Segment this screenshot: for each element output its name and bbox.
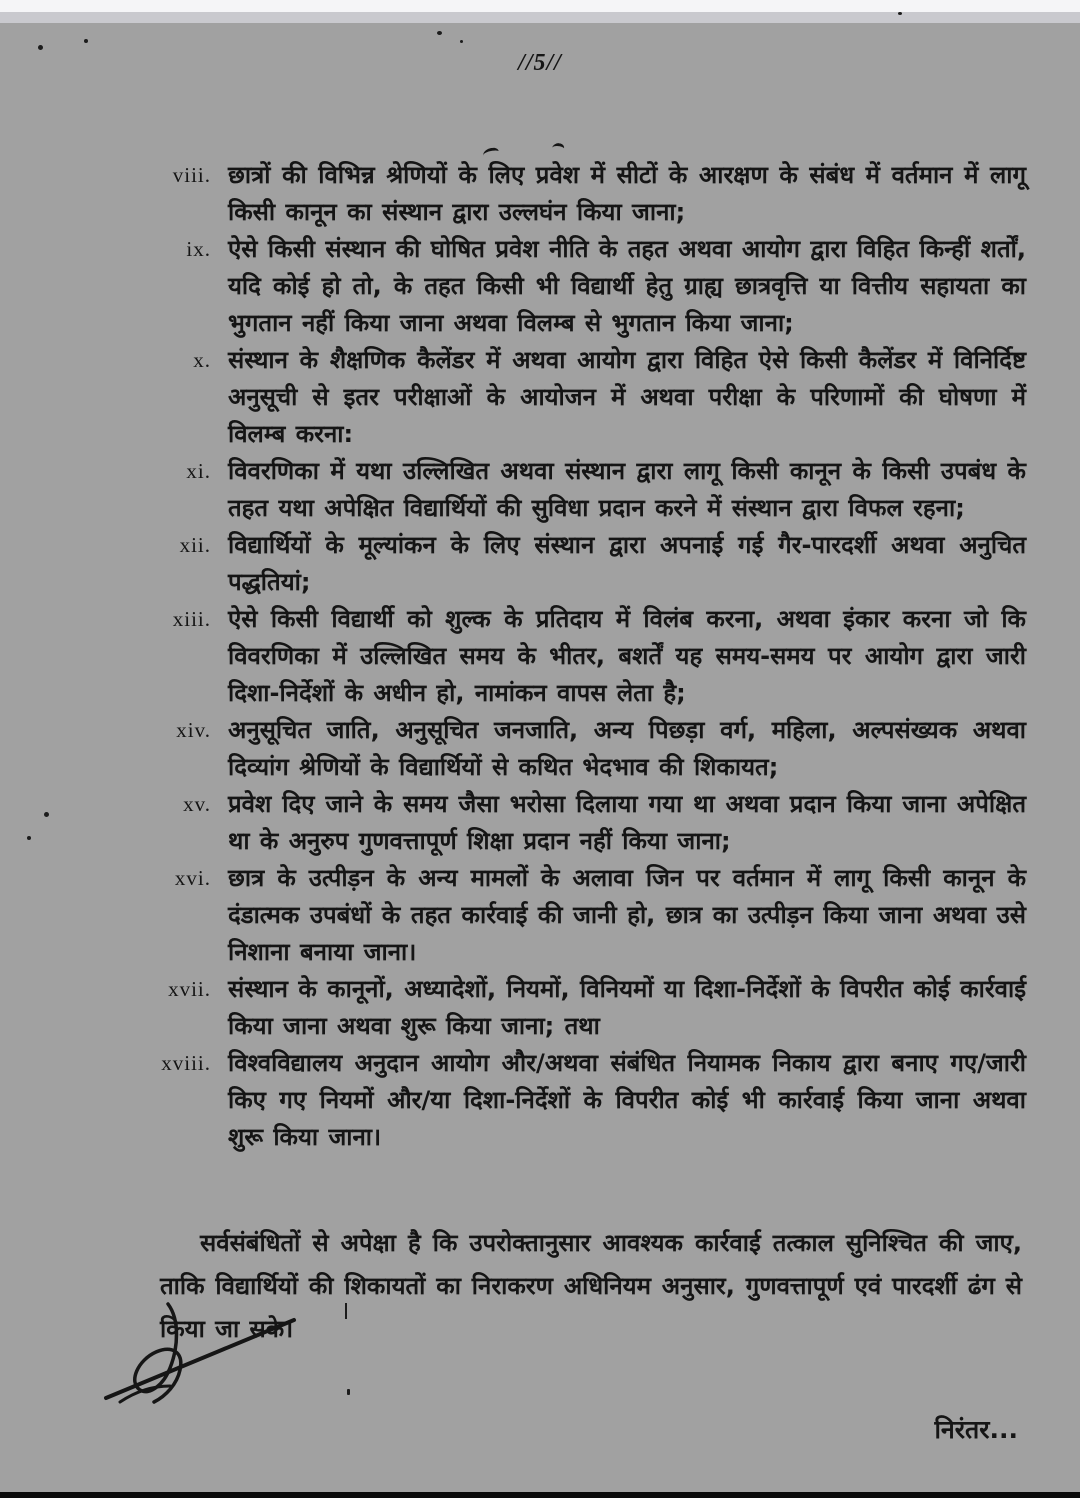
item-text: संस्थान के कानूनों, अध्यादेशों, नियमों, विनियमों या दिशा-निर्देशों के विपरीत कोई कार्रवाई किया जाना अथवा शुरू किया जाना; तथा xyxy=(228,975,1026,1040)
scan-speck xyxy=(38,45,43,50)
scan-speck xyxy=(437,31,442,35)
item-text: छात्रों की विभिन्न श्रेणियों के लिए प्रवेश में सीटों के आरक्षण के संबंध में वर्तमान में लागू किसी कानून का संस्थान द्वारा उल्लघंन किया जाना; xyxy=(228,161,1026,226)
item-text: संस्थान के शैक्षणिक कैलेंडर में अथवा आयोग द्वारा विहित ऐसे किसी कैलेंडर में विनिर्दिष्ट अनुसूची से इतर परीक्षाओं के आयोजन में अथवा परीक्षा के परिणामों की घोषणा में विलम्ब करना: xyxy=(228,346,1026,448)
list-item xyxy=(148,157,1026,231)
item-number: xv. xyxy=(183,792,211,816)
list-item xyxy=(148,342,1026,453)
scan-edge-top xyxy=(0,0,1080,12)
list-item xyxy=(148,860,1026,971)
item-text: ऐसे किसी संस्थान की घोषित प्रवेश नीति के तहत अथवा आयोग द्वारा विहित किन्हीं शर्तों, यदि कोई हो तो, के तहत किसी भी विद्यार्थी हेतु ग्राह्य छात्रवृत्ति या वित्तीय सहायता का भुगतान नहीं किया जाना अथवा विलम्ब से भुगतान किया जाना; xyxy=(228,235,1026,337)
grievance-list xyxy=(148,157,1026,1156)
item-number: viii. xyxy=(172,163,211,187)
scan-speck xyxy=(27,836,31,840)
scan-speck xyxy=(898,12,902,15)
item-number: x. xyxy=(193,348,211,372)
closing-paragraph: सर्वसंबंधितों से अपेक्षा है कि उपरोक्तानुसार आवश्यक कार्रवाई तत्काल सुनिश्चित की जाए, ताकि विद्यार्थियों की शिकायतों का निराकरण अधिनियम अनुसार, गुणवत्तापूर्ण एवं पारदर्शी ढंग से किया जा सके। xyxy=(160,1229,1022,1343)
scan-edge-strip xyxy=(0,12,1080,23)
scan-speck xyxy=(347,1389,350,1395)
list-item xyxy=(148,231,1026,342)
list-item xyxy=(148,601,1026,712)
list-item xyxy=(148,527,1026,601)
item-text: छात्र के उत्पीड़न के अन्य मामलों के अलावा जिन पर वर्तमान में लागू किसी कानून के दंडात्मक उपबंधों के तहत कार्रवाई की जानी हो, छात्र का उत्पीड़न किया जाना अथवा उसे निशाना बनाया जाना। xyxy=(228,864,1026,966)
item-text: विद्यार्थियों के मूल्यांकन के लिए संस्थान द्वारा अपनाई गई गैर-पारदर्शी अथवा अनुचित पद्धतियां; xyxy=(228,531,1026,596)
list-item xyxy=(148,1045,1026,1156)
scan-speck xyxy=(460,40,463,43)
item-number: xviii. xyxy=(161,1051,211,1075)
item-number: xvii. xyxy=(168,977,211,1001)
page-number: //5// xyxy=(518,50,562,76)
list-item xyxy=(148,453,1026,527)
item-number: ix. xyxy=(186,237,211,261)
item-number: xiv. xyxy=(176,718,211,742)
scan-edge-bottom xyxy=(0,1492,1080,1498)
item-text: ऐसे किसी विद्यार्थी को शुल्क के प्रतिदाय में विलंब करना, अथवा इंकार करना जो कि विवरणिका में उल्लिखित समय के भीतर, बशर्तें यह समय-समय पर आयोग द्वारा जारी दिशा-निर्देशों के अधीन हो, नामांकन वापस लेता है; xyxy=(228,605,1026,707)
item-text: विश्वविद्यालय अनुदान आयोग और/अथवा संबंधित नियामक निकाय द्वारा बनाए गए/जारी किए गए नियमों और/या दिशा-निर्देशों के विपरीत कोई भी कार्रवाई किया जाना अथवा शुरू किया जाना। xyxy=(228,1049,1026,1151)
stray-ink-mark xyxy=(551,142,565,155)
list-item xyxy=(148,712,1026,786)
item-text: विवरणिका में यथा उल्लिखित अथवा संस्थान द्वारा लागू किसी कानून के किसी उपबंध के तहत यथा अपेक्षित विद्यार्थियों की सुविधा प्रदान करने में संस्थान द्वारा विफल रहना; xyxy=(228,457,1026,522)
continuation-label: निरंतर... xyxy=(934,1415,1018,1444)
signature xyxy=(98,1290,328,1410)
list-item xyxy=(148,786,1026,860)
item-text: प्रवेश दिए जाने के समय जैसा भरोसा दिलाया गया था अथवा प्रदान किया जाना अपेक्षित था के अनुरुप गुणवत्तापूर्ण शिक्षा प्रदान नहीं किया जाना; xyxy=(228,790,1026,855)
item-number: xii. xyxy=(179,533,211,557)
list-item xyxy=(148,971,1026,1045)
item-number: xiii. xyxy=(172,607,211,631)
item-number: xi. xyxy=(186,459,211,483)
scan-speck xyxy=(44,812,49,817)
scan-speck xyxy=(84,39,88,43)
item-number: xvi. xyxy=(174,866,211,890)
item-text: अनुसूचित जाति, अनुसूचित जनजाति, अन्य पिछड़ा वर्ग, महिला, अल्पसंख्यक अथवा दिव्यांग श्रेणियों के विद्यार्थियों से कथित भेदभाव की शिकायत; xyxy=(228,716,1026,781)
